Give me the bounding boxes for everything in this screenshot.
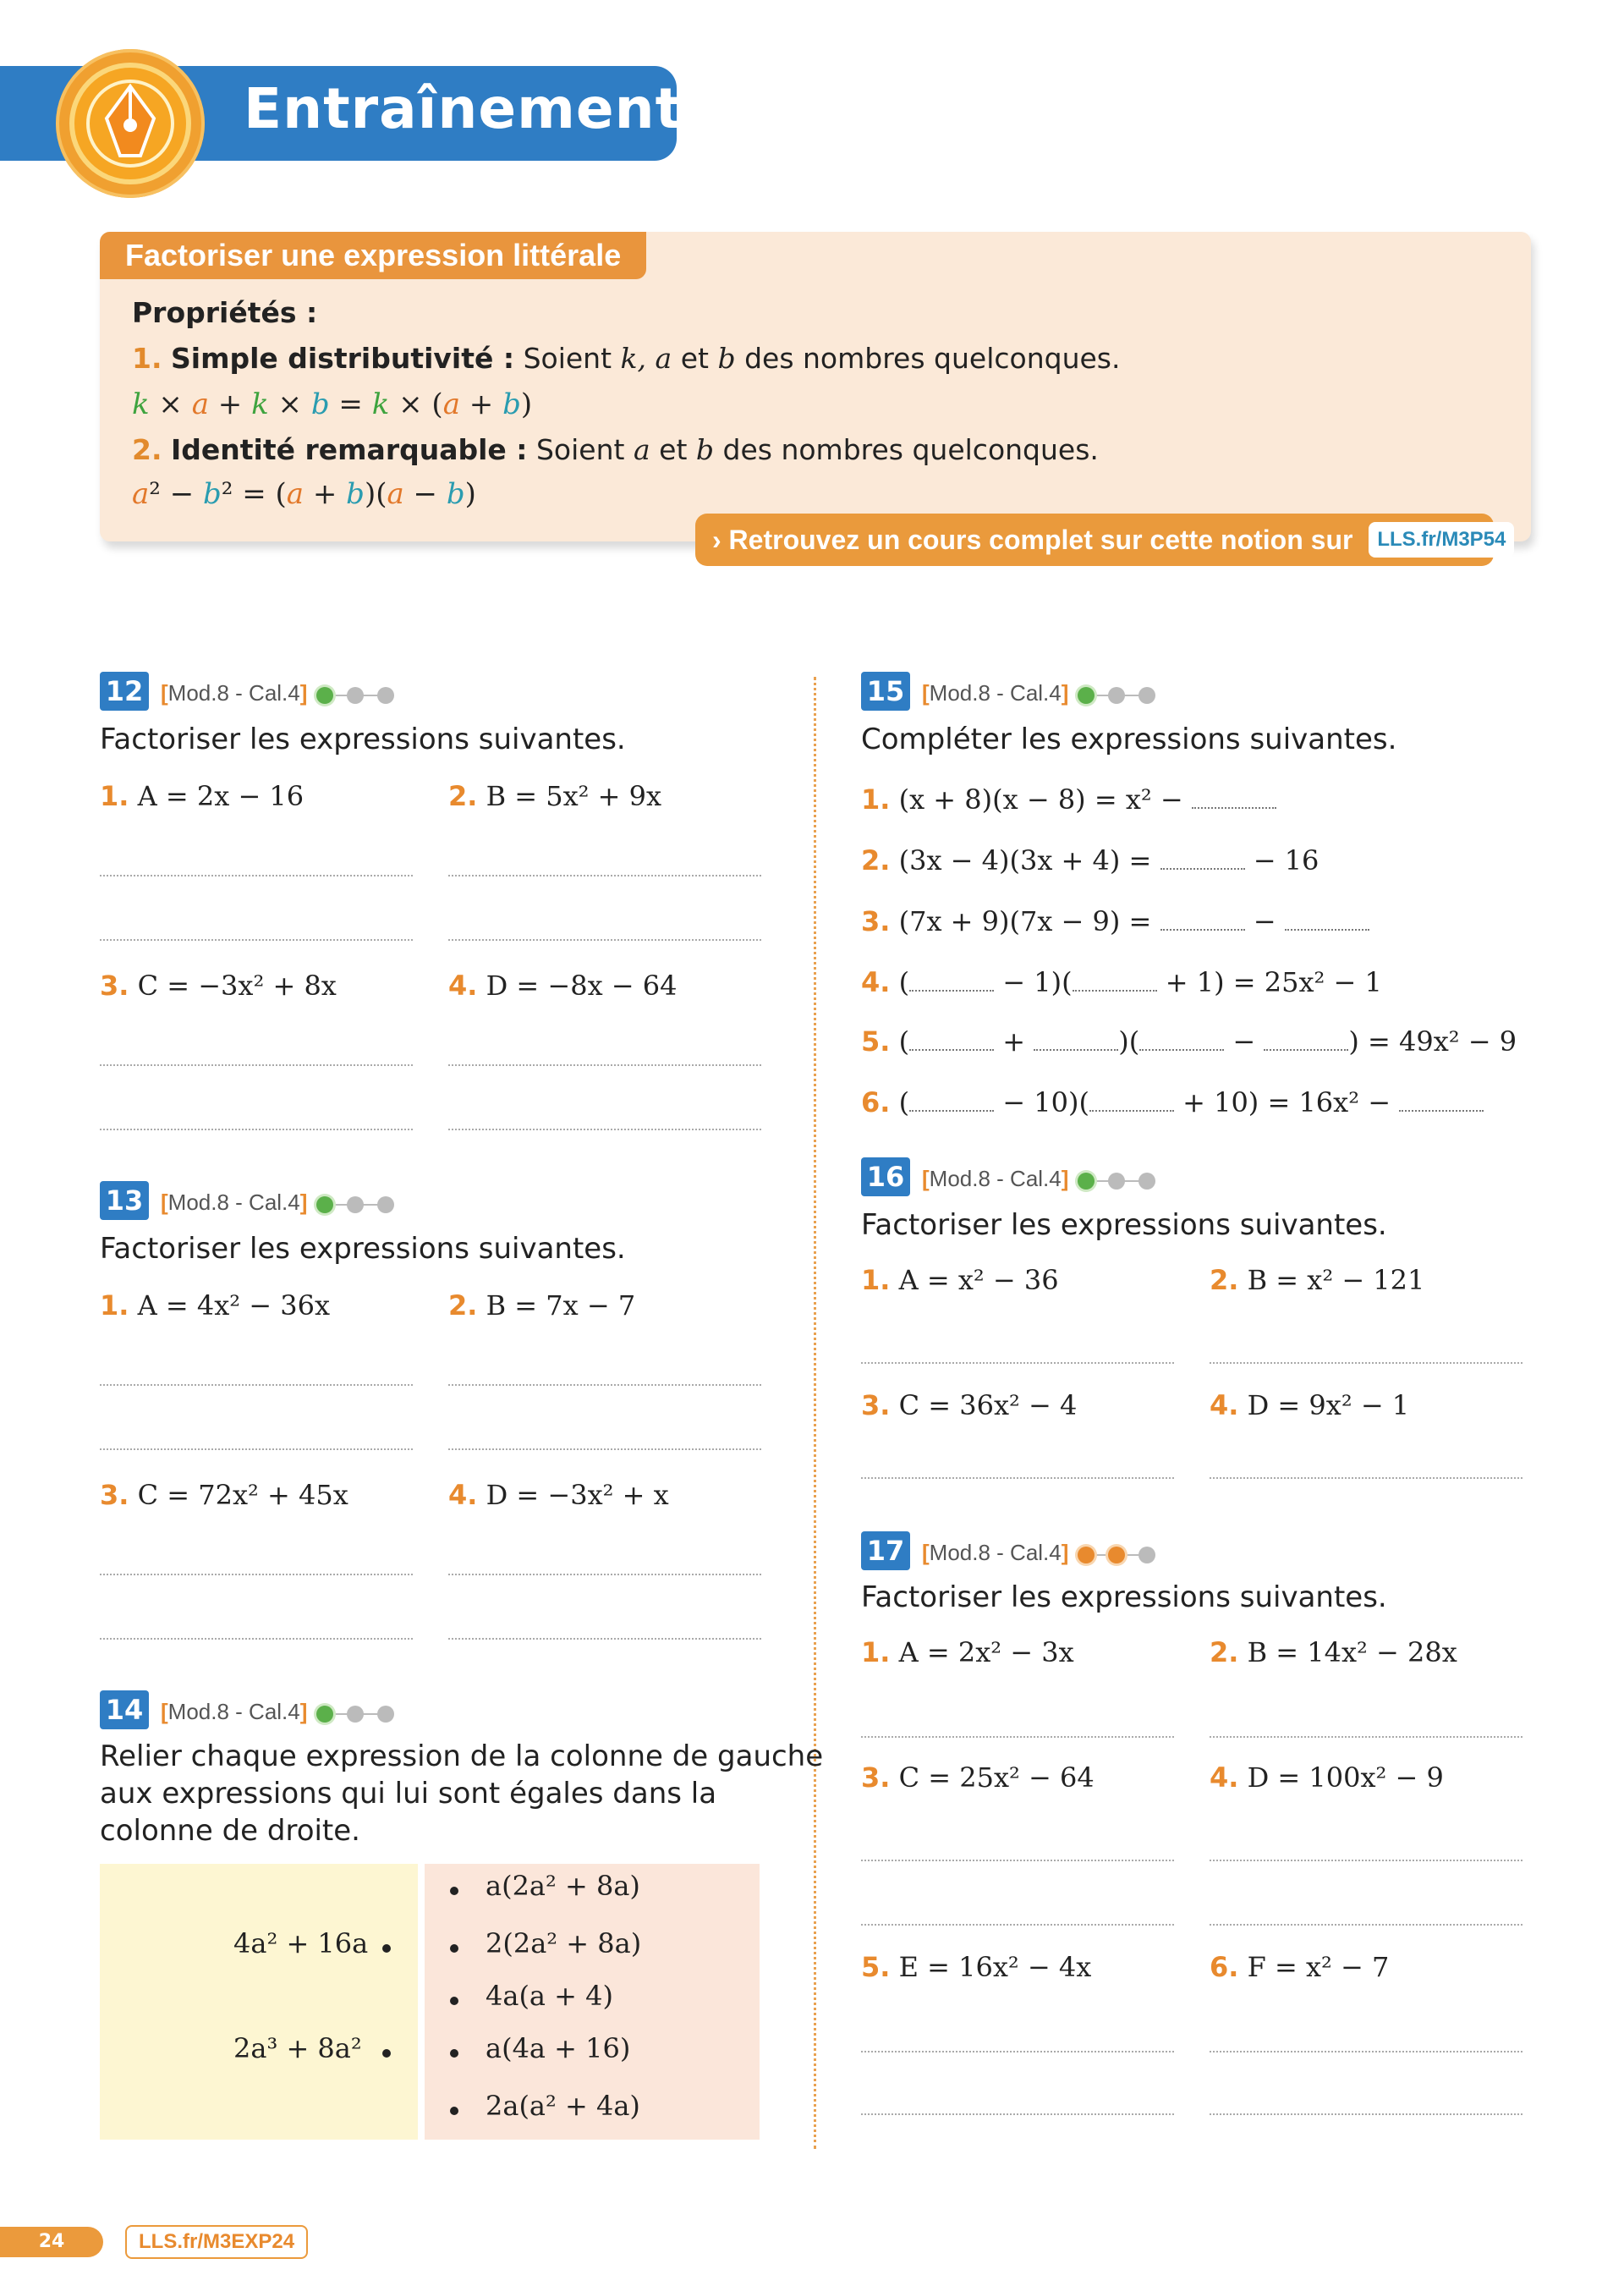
- answer-line[interactable]: [1210, 1362, 1522, 1364]
- matching-left-expression: 2a³ + 8a²: [233, 2032, 362, 2064]
- exercise-14-reference: [Mod.8 - Cal.4]: [161, 1699, 308, 1724]
- difficulty-indicator: [1078, 1541, 1162, 1567]
- exercise-12-item-3: 3. C = −3x² + 8x: [100, 970, 337, 1002]
- answer-line[interactable]: [861, 1362, 1174, 1364]
- answer-line[interactable]: [100, 1064, 413, 1066]
- matching-left-expression: 4a² + 16a: [233, 1927, 369, 1959]
- exercise-12-reference: [Mod.8 - Cal.4]: [161, 680, 308, 706]
- exercise-13-item-2: 2. B = 7x − 7: [448, 1289, 636, 1322]
- exercise-17-item-6: 6. F = x² − 7: [1210, 1951, 1390, 1983]
- matching-right-expression: 2(2a² + 8a): [486, 1927, 642, 1959]
- exercise-15-instruction: Compléter les expressions suivantes.: [861, 723, 1397, 756]
- distributivity-formula: k × a + k × b = k × (a + b): [132, 387, 533, 421]
- answer-line[interactable]: [1210, 1736, 1522, 1738]
- answer-line[interactable]: [1210, 1924, 1522, 1926]
- exercise-13-reference: [Mod.8 - Cal.4]: [161, 1190, 308, 1215]
- answer-line[interactable]: [1210, 2051, 1522, 2052]
- pen-nib-icon: [81, 74, 179, 173]
- answer-line[interactable]: [1210, 1860, 1522, 1861]
- answer-line[interactable]: [448, 1129, 761, 1130]
- exercise-17-item-3: 3. C = 25x² − 64: [861, 1761, 1095, 1794]
- exercise-12-item-1: 1. A = 2x − 16: [100, 780, 304, 812]
- answer-line[interactable]: [100, 1574, 413, 1575]
- exercise-13-number: 13: [100, 1181, 149, 1220]
- exercise-16-instruction: Factoriser les expressions suivantes.: [861, 1208, 1387, 1242]
- answer-line[interactable]: [448, 1638, 761, 1640]
- answer-line[interactable]: [100, 875, 413, 876]
- difficulty-indicator: [1078, 1168, 1162, 1193]
- answer-line[interactable]: [1210, 2113, 1522, 2115]
- answer-line[interactable]: [448, 1574, 761, 1575]
- exercise-12-item-2: 2. B = 5x² + 9x: [448, 780, 662, 812]
- answer-line[interactable]: [861, 1477, 1174, 1479]
- exercise-13-item-4: 4. D = −3x² + x: [448, 1479, 669, 1511]
- matching-right-expression: 2a(a² + 4a): [486, 2090, 640, 2122]
- chevron-right-icon: ›: [712, 525, 721, 555]
- fill-blank[interactable]: [1139, 1029, 1224, 1051]
- exercise-17-number: 17: [861, 1531, 910, 1570]
- matching-dot[interactable]: [450, 2107, 458, 2115]
- exercise-17-item-1: 1. A = 2x² − 3x: [861, 1636, 1074, 1668]
- answer-line[interactable]: [861, 1924, 1174, 1926]
- difficulty-indicator: [316, 1701, 401, 1726]
- answer-line[interactable]: [861, 2051, 1174, 2052]
- exercise-17-reference: [Mod.8 - Cal.4]: [922, 1540, 1069, 1565]
- fill-blank[interactable]: [909, 970, 994, 992]
- properties-box-title: Factoriser une expression littérale: [100, 232, 646, 279]
- answer-line[interactable]: [861, 1860, 1174, 1861]
- exercise-14-instruction-line-1: Relier chaque expression de la colonne de gauche: [100, 1739, 824, 1773]
- exercise-15-reference: [Mod.8 - Cal.4]: [922, 680, 1069, 706]
- exercise-12-instruction: Factoriser les expressions suivantes.: [100, 723, 626, 756]
- exercise-13-item-3: 3. C = 72x² + 45x: [100, 1479, 348, 1511]
- course-url[interactable]: LLS.fr/M3P54: [1369, 522, 1514, 558]
- exercise-16-item-1: 1. A = x² − 36: [861, 1264, 1059, 1296]
- exercise-16-item-3: 3. C = 36x² − 4: [861, 1389, 1078, 1421]
- matching-right-expression: a(2a² + 8a): [486, 1870, 640, 1902]
- answer-line[interactable]: [448, 875, 761, 876]
- answer-line[interactable]: [100, 1448, 413, 1450]
- course-link-button[interactable]: › Retrouvez un cours complet sur cette notion sur LLS.fr/M3P54: [695, 514, 1494, 566]
- fill-blank[interactable]: [1160, 909, 1245, 931]
- fill-blank[interactable]: [1160, 848, 1245, 870]
- chapter-logo: [56, 49, 205, 198]
- answer-line[interactable]: [1210, 1477, 1522, 1479]
- exercise-16-item-2: 2. B = x² − 121: [1210, 1264, 1425, 1296]
- exercise-15-number: 15: [861, 672, 910, 711]
- exercise-13-instruction: Factoriser les expressions suivantes.: [100, 1232, 626, 1266]
- exercise-15-item-5: 5. ( + )( − ) = 49x² − 9: [861, 1025, 1517, 1058]
- exercise-14-number: 14: [100, 1690, 149, 1729]
- answer-line[interactable]: [448, 1448, 761, 1450]
- exercise-13-item-1: 1. A = 4x² − 36x: [100, 1289, 331, 1322]
- properties-label: Propriétés :: [132, 296, 318, 329]
- property-2: 2. Identité remarquable : Soient a et b des nombres quelconques.: [132, 433, 1099, 466]
- answer-line[interactable]: [100, 1384, 413, 1386]
- matching-dot[interactable]: [450, 2049, 458, 2058]
- fill-blank[interactable]: [1073, 970, 1157, 992]
- exercise-15-item-1: 1. (x + 8)(x − 8) = x² −: [861, 783, 1276, 816]
- exercise-15-item-6: 6. ( − 10)( + 10) = 16x² −: [861, 1086, 1484, 1118]
- footer-link[interactable]: LLS.fr/M3EXP24: [125, 2225, 308, 2259]
- page-title: Entraînement: [244, 76, 683, 141]
- exercise-17-item-4: 4. D = 100x² − 9: [1210, 1761, 1444, 1794]
- fill-blank[interactable]: [1264, 1029, 1348, 1051]
- exercise-17-item-5: 5. E = 16x² − 4x: [861, 1951, 1092, 1983]
- exercise-17-item-2: 2. B = 14x² − 28x: [1210, 1636, 1457, 1668]
- exercise-16-number: 16: [861, 1157, 910, 1196]
- exercise-16-item-4: 4. D = 9x² − 1: [1210, 1389, 1410, 1421]
- answer-line[interactable]: [448, 939, 761, 941]
- exercise-12-number: 12: [100, 672, 149, 711]
- exercise-17-instruction: Factoriser les expressions suivantes.: [861, 1580, 1387, 1614]
- fill-blank[interactable]: [1192, 787, 1276, 809]
- answer-line[interactable]: [100, 1129, 413, 1130]
- exercise-14-instruction-line-3: colonne de droite.: [100, 1814, 360, 1848]
- answer-line[interactable]: [861, 1736, 1174, 1738]
- fill-blank[interactable]: [1034, 1029, 1118, 1051]
- difficulty-indicator: [316, 1191, 401, 1217]
- matching-dot[interactable]: [382, 2049, 391, 2058]
- answer-line[interactable]: [861, 2113, 1174, 2115]
- matching-left-column: [100, 1864, 418, 2140]
- fill-blank[interactable]: [909, 1029, 994, 1051]
- fill-blank[interactable]: [909, 1090, 994, 1112]
- matching-dot[interactable]: [450, 1997, 458, 2005]
- matching-dot[interactable]: [382, 1944, 391, 1953]
- exercise-15-item-2: 2. (3x − 4)(3x + 4) = − 16: [861, 844, 1320, 876]
- exercise-15-item-4: 4. ( − 1)( + 1) = 25x² − 1: [861, 966, 1382, 998]
- fill-blank[interactable]: [1089, 1090, 1174, 1112]
- exercise-16-reference: [Mod.8 - Cal.4]: [922, 1166, 1069, 1191]
- exercise-14-instruction-line-2: aux expressions qui lui sont égales dans la: [100, 1777, 717, 1811]
- fill-blank[interactable]: [1285, 909, 1369, 931]
- property-1: 1. Simple distributivité : Soient k, a et b des nombres quelconques.: [132, 342, 1121, 375]
- matching-dot[interactable]: [450, 1887, 458, 1895]
- answer-line[interactable]: [100, 939, 413, 941]
- column-divider: [814, 677, 816, 2149]
- exercise-12-item-4: 4. D = −8x − 64: [448, 970, 678, 1002]
- answer-line[interactable]: [448, 1384, 761, 1386]
- matching-right-expression: a(4a + 16): [486, 2032, 631, 2064]
- matching-right-expression: 4a(a + 4): [486, 1980, 613, 2012]
- exercise-15-item-3: 3. (7x + 9)(7x − 9) = −: [861, 905, 1369, 937]
- matching-dot[interactable]: [450, 1944, 458, 1953]
- difficulty-indicator: [1078, 682, 1162, 707]
- fill-blank[interactable]: [1399, 1090, 1484, 1112]
- difficulty-indicator: [316, 682, 401, 707]
- identity-formula: a² − b² = (a + b)(a − b): [132, 477, 476, 511]
- answer-line[interactable]: [100, 1638, 413, 1640]
- page-number: 24: [0, 2227, 103, 2257]
- answer-line[interactable]: [448, 1064, 761, 1066]
